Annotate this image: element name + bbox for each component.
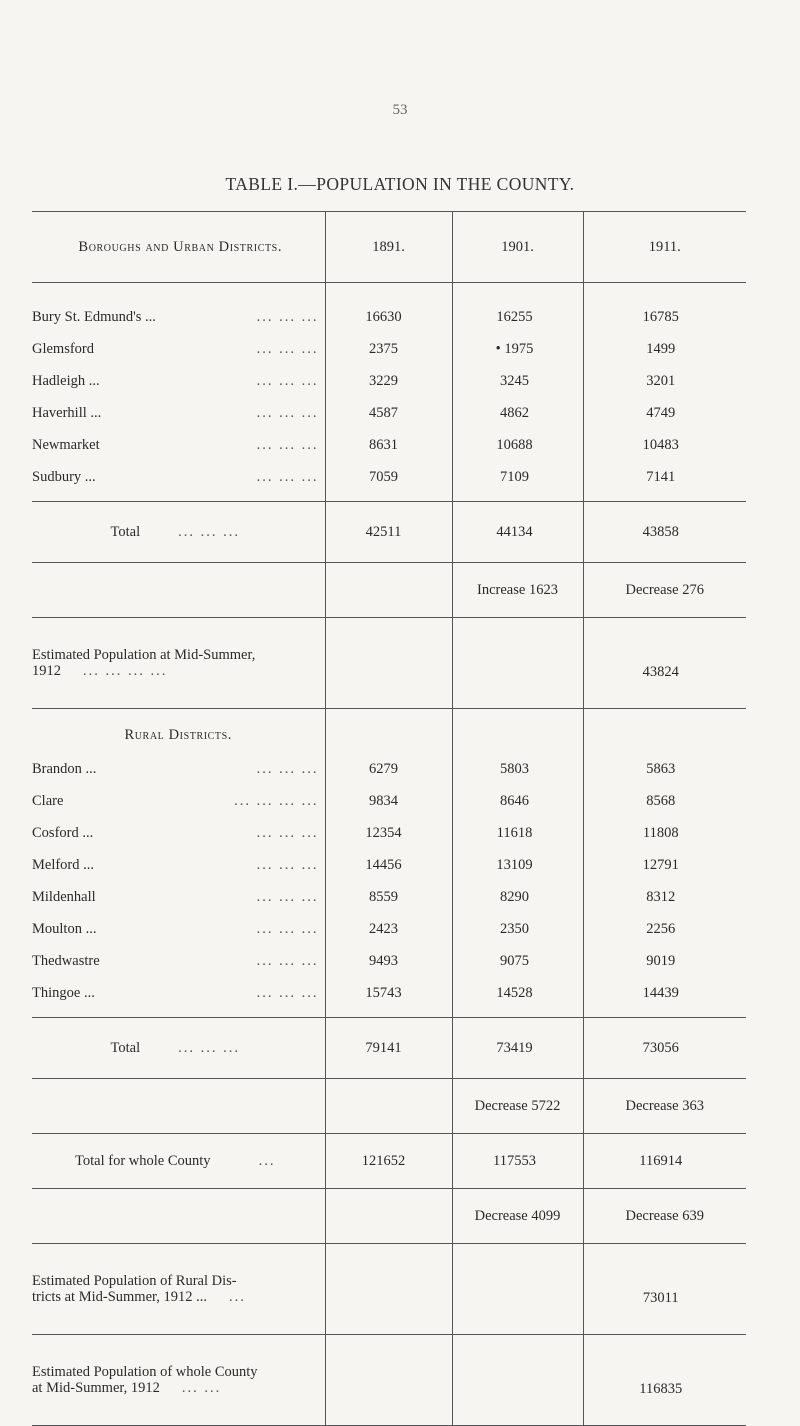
leader-dots: ... ... ... bbox=[178, 1039, 240, 1056]
total-1901: 73419 bbox=[452, 1018, 583, 1079]
table-row bbox=[32, 397, 746, 429]
value-1911: 4749 bbox=[583, 397, 746, 429]
district-name: Mildenhall bbox=[32, 888, 96, 905]
value-1911: 14439 bbox=[583, 977, 746, 1018]
leader-dots: ... ... ... bbox=[256, 436, 319, 453]
leader-dots: ... bbox=[258, 1152, 276, 1169]
leader-dots: ... bbox=[229, 1289, 246, 1305]
population-table bbox=[32, 211, 746, 1426]
table-row bbox=[32, 945, 746, 977]
district-name: Thedwastre bbox=[32, 952, 100, 969]
value-1891: 2423 bbox=[325, 913, 452, 945]
value-1911: 11808 bbox=[583, 817, 746, 849]
table-row bbox=[32, 913, 746, 945]
county-total-label: Total for whole County bbox=[75, 1152, 211, 1169]
leader-dots: ... ... ... bbox=[256, 952, 319, 969]
value-1911: 7141 bbox=[583, 461, 746, 502]
value-1901: 3245 bbox=[452, 365, 583, 397]
leader-dots: ... ... ... bbox=[256, 404, 319, 421]
district-name: Hadleigh ... bbox=[32, 372, 100, 389]
leader-dots: ... ... ... bbox=[256, 984, 319, 1001]
change-1911: Decrease 276 bbox=[583, 563, 746, 618]
table-row bbox=[32, 881, 746, 913]
leader-dots: ... ... ... bbox=[256, 920, 319, 937]
rural-estimate-row bbox=[32, 1244, 746, 1335]
value-1911: 8568 bbox=[583, 785, 746, 817]
value-1911: 16785 bbox=[583, 283, 746, 334]
value-1901: 8290 bbox=[452, 881, 583, 913]
district-name: Clare bbox=[32, 792, 64, 809]
district-name: Haverhill ... bbox=[32, 404, 102, 421]
value-1891: 6279 bbox=[325, 753, 452, 785]
header-1891: 1891. bbox=[325, 212, 452, 283]
district-name: Cosford ... bbox=[32, 824, 94, 841]
district-name: Sudbury ... bbox=[32, 468, 96, 485]
county-total-row bbox=[32, 1134, 746, 1189]
change-1901: Decrease 4099 bbox=[452, 1189, 583, 1244]
change-1901: Increase 1623 bbox=[452, 563, 583, 618]
table-row bbox=[32, 785, 746, 817]
table-row bbox=[32, 461, 746, 502]
county-estimate-row bbox=[32, 1335, 746, 1426]
value-1901: • 1975 bbox=[452, 333, 583, 365]
value-1891: 8631 bbox=[325, 429, 452, 461]
value-1891: 7059 bbox=[325, 461, 452, 502]
table-row bbox=[32, 849, 746, 881]
value-1911: 10483 bbox=[583, 429, 746, 461]
value-1901: 16255 bbox=[452, 283, 583, 334]
value-1901: 13109 bbox=[452, 849, 583, 881]
value-1891: 4587 bbox=[325, 397, 452, 429]
change-1901: Decrease 5722 bbox=[452, 1079, 583, 1134]
estimate-value: 43824 bbox=[583, 618, 746, 709]
value-1901: 10688 bbox=[452, 429, 583, 461]
county-total-1891: 121652 bbox=[325, 1134, 452, 1189]
page-number: 53 bbox=[392, 102, 408, 118]
value-1901: 5803 bbox=[452, 753, 583, 785]
estimate-label-line1: Estimated Population of Rural Dis- bbox=[32, 1273, 237, 1289]
value-1911: 8312 bbox=[583, 881, 746, 913]
value-1901: 2350 bbox=[452, 913, 583, 945]
value-1911: 1499 bbox=[583, 333, 746, 365]
change-1911: Decrease 639 bbox=[583, 1189, 746, 1244]
value-1911: 2256 bbox=[583, 913, 746, 945]
total-1891: 42511 bbox=[325, 502, 452, 563]
estimate-label-line2: 1912 bbox=[32, 663, 61, 679]
value-1911: 3201 bbox=[583, 365, 746, 397]
value-1891: 2375 bbox=[325, 333, 452, 365]
header-districts: Boroughs and Urban Districts. bbox=[32, 212, 325, 283]
leader-dots: ... ... ... bbox=[256, 760, 319, 777]
value-1901: 7109 bbox=[452, 461, 583, 502]
table-row bbox=[32, 283, 746, 334]
header-row bbox=[32, 212, 746, 283]
leader-dots: ... ... bbox=[181, 1380, 222, 1396]
table-row bbox=[32, 817, 746, 849]
table-title: TABLE I.—POPULATION IN THE COUNTY. bbox=[225, 174, 575, 194]
value-1901: 9075 bbox=[452, 945, 583, 977]
table-row bbox=[32, 333, 746, 365]
urban-estimate-row bbox=[32, 618, 746, 709]
table-row bbox=[32, 365, 746, 397]
estimate-value: 73011 bbox=[583, 1244, 746, 1335]
total-1901: 44134 bbox=[452, 502, 583, 563]
value-1891: 9834 bbox=[325, 785, 452, 817]
county-total-1911: 116914 bbox=[583, 1134, 746, 1189]
leader-dots: ... ... ... bbox=[256, 888, 319, 905]
leader-dots: ... ... ... bbox=[256, 824, 319, 841]
leader-dots: ... ... ... ... bbox=[83, 663, 168, 679]
header-1911: 1911. bbox=[583, 212, 746, 283]
value-1891: 15743 bbox=[325, 977, 452, 1018]
leader-dots: ... ... ... bbox=[256, 340, 319, 357]
district-name: Bury St. Edmund's ... bbox=[32, 308, 156, 325]
table-row bbox=[32, 753, 746, 785]
value-1891: 16630 bbox=[325, 283, 452, 334]
header-1901: 1901. bbox=[452, 212, 583, 283]
value-1911: 9019 bbox=[583, 945, 746, 977]
district-name: Brandon ... bbox=[32, 760, 97, 777]
district-name: Newmarket bbox=[32, 436, 100, 453]
district-name: Thingoe ... bbox=[32, 984, 95, 1001]
county-change-row bbox=[32, 1189, 746, 1244]
value-1911: 5863 bbox=[583, 753, 746, 785]
table-row bbox=[32, 977, 746, 1018]
estimate-value: 116835 bbox=[583, 1335, 746, 1426]
total-1891: 79141 bbox=[325, 1018, 452, 1079]
urban-total-row bbox=[32, 502, 746, 563]
table-row bbox=[32, 429, 746, 461]
change-1911: Decrease 363 bbox=[583, 1079, 746, 1134]
leader-dots: ... ... ... bbox=[256, 468, 319, 485]
district-name: Moulton ... bbox=[32, 920, 97, 937]
leader-dots: ... ... ... bbox=[256, 856, 319, 873]
value-1891: 8559 bbox=[325, 881, 452, 913]
estimate-label-line1: Estimated Population of whole County bbox=[32, 1364, 258, 1380]
value-1901: 14528 bbox=[452, 977, 583, 1018]
total-label: Total bbox=[110, 1039, 141, 1056]
value-1891: 14456 bbox=[325, 849, 452, 881]
total-1911: 43858 bbox=[583, 502, 746, 563]
leader-dots: ... ... ... ... bbox=[234, 792, 319, 809]
estimate-label-line2: at Mid-Summer, 1912 bbox=[32, 1380, 160, 1396]
estimate-label-line1: Estimated Population at Mid-Summer, bbox=[32, 647, 256, 663]
county-total-1901: 117553 bbox=[452, 1134, 583, 1189]
total-label: Total bbox=[110, 523, 141, 540]
total-1911: 73056 bbox=[583, 1018, 746, 1079]
value-1901: 11618 bbox=[452, 817, 583, 849]
value-1901: 8646 bbox=[452, 785, 583, 817]
value-1891: 3229 bbox=[325, 365, 452, 397]
rural-heading: Rural Districts. bbox=[32, 709, 325, 754]
leader-dots: ... ... ... bbox=[178, 523, 240, 540]
urban-change-row bbox=[32, 563, 746, 618]
leader-dots: ... ... ... bbox=[256, 372, 319, 389]
rural-heading-row bbox=[32, 709, 746, 754]
district-name: Glemsford bbox=[32, 340, 95, 357]
rural-change-row bbox=[32, 1079, 746, 1134]
rural-total-row bbox=[32, 1018, 746, 1079]
value-1901: 4862 bbox=[452, 397, 583, 429]
estimate-label-line2: tricts at Mid-Summer, 1912 ... bbox=[32, 1289, 208, 1305]
value-1891: 9493 bbox=[325, 945, 452, 977]
leader-dots: ... ... ... bbox=[256, 308, 319, 325]
value-1911: 12791 bbox=[583, 849, 746, 881]
value-1891: 12354 bbox=[325, 817, 452, 849]
district-name: Melford ... bbox=[32, 856, 95, 873]
